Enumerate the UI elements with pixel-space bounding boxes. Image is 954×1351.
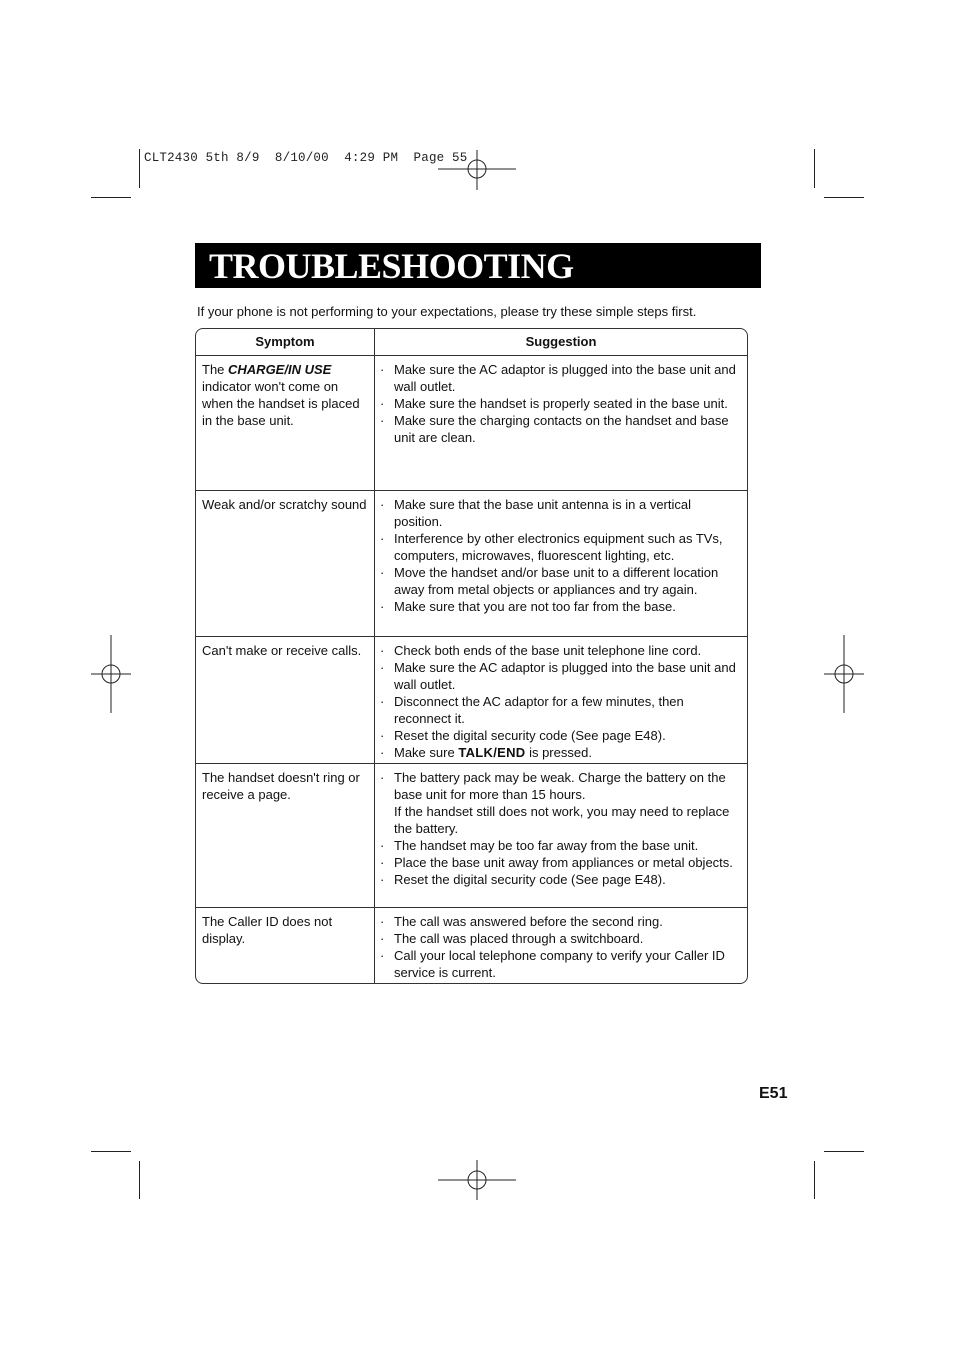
suggestion-item: · Make sure the handset is properly seated in the base unit.: [380, 395, 741, 412]
suggestion-item: · Make sure that you are not too far from the base.: [380, 598, 741, 615]
symptom-text: The Caller ID does not display.: [202, 914, 333, 946]
suggestion-item: · The handset may be too far away from the base unit.: [380, 837, 741, 854]
page-number: E51: [759, 1085, 788, 1102]
column-header-symptom: Symptom: [196, 329, 375, 355]
talk-end-key-label: TALK/END: [458, 745, 526, 760]
suggestion-cell: [375, 908, 747, 983]
crop-mark: [139, 149, 140, 188]
table-row: [196, 490, 747, 636]
symptom-text: The handset doesn't ring or receive a page.: [202, 770, 360, 802]
suggestion-text: The battery pack may be weak. Charge the battery on the base unit for more than 15 hours.: [394, 770, 726, 802]
suggestion-suffix: is pressed.: [525, 745, 592, 760]
intro-text: If your phone is not performing to your expectations, please try these simple steps first.: [197, 304, 697, 319]
suggestion-item: · Make sure that the base unit antenna is in a vertical position.: [380, 496, 741, 530]
symptom-text: Weak and/or scratchy sound: [202, 497, 367, 512]
table-row: [196, 907, 747, 983]
crop-mark: [824, 197, 864, 198]
crop-mark: [814, 149, 815, 188]
title-bar: [195, 243, 761, 288]
suggestion-text: If the handset still does not work, you may need to replace the battery.: [394, 804, 730, 836]
suggestion-item: · Interference by other electronics equipment such as TVs, computers, microwaves, fluorescent lighting, etc.: [380, 530, 741, 564]
suggestion-item: · The call was answered before the second ring.: [380, 913, 741, 930]
suggestion-cell: [375, 637, 747, 763]
charge-in-use-label: CHARGE/IN USE: [228, 362, 332, 377]
crop-mark: [91, 1151, 131, 1152]
symptom-cell: [196, 908, 375, 983]
suggestion-item: · The call was placed through a switchboard.: [380, 930, 741, 947]
suggestion-item: · Disconnect the AC adaptor for a few minutes, then reconnect it.: [380, 693, 741, 727]
suggestion-item: [380, 744, 741, 761]
suggestion-prefix: Make sure: [394, 745, 459, 760]
table-row: [196, 763, 747, 907]
symptom-text: indicator won't come on when the handset is placed in the base unit.: [202, 379, 360, 428]
registration-mark-icon: [438, 150, 516, 190]
crop-mark: [814, 1161, 815, 1199]
symptom-cell: [196, 764, 375, 907]
suggestion-cell: [375, 356, 747, 490]
symptom-cell: [196, 356, 375, 490]
suggestion-item: [380, 769, 741, 837]
suggestion-item: · Move the handset and/or base unit to a different location away from metal objects or appliances and try again.: [380, 564, 741, 598]
suggestion-item: · Reset the digital security code (See page E48).: [380, 727, 741, 744]
registration-mark-icon: [438, 1160, 516, 1200]
suggestion-cell: [375, 491, 747, 636]
symptom-text: Can't make or receive calls.: [202, 643, 362, 658]
suggestion-item: · Reset the digital security code (See page E48).: [380, 871, 741, 888]
suggestion-item: · Place the base unit away from appliances or metal objects.: [380, 854, 741, 871]
page-title: TROUBLESHOOTING: [209, 246, 574, 286]
symptom-cell: [196, 637, 375, 763]
crop-mark: [139, 1161, 140, 1199]
suggestion-item: · Check both ends of the base unit telephone line cord.: [380, 642, 741, 659]
symptom-cell: [196, 491, 375, 636]
table-row: [196, 355, 747, 490]
suggestion-item: · Make sure the AC adaptor is plugged into the base unit and wall outlet.: [380, 659, 741, 693]
symptom-prefix: The: [202, 362, 229, 377]
table-header-row: [196, 329, 747, 355]
suggestion-item: · Make sure the charging contacts on the handset and base unit are clean.: [380, 412, 741, 446]
column-header-suggestion: Suggestion: [525, 334, 597, 349]
registration-mark-icon: [91, 635, 131, 713]
crop-mark: [824, 1151, 864, 1152]
suggestion-item: · Make sure the AC adaptor is plugged into the base unit and wall outlet.: [380, 361, 741, 395]
table-row: [196, 636, 747, 763]
registration-mark-icon: [824, 635, 864, 713]
crop-mark: [91, 197, 131, 198]
suggestion-cell: [375, 764, 747, 907]
suggestion-item: · Call your local telephone company to verify your Caller ID service is current.: [380, 947, 741, 981]
troubleshooting-table: [195, 328, 748, 984]
print-slug: CLT2430 5th 8/9 8/10/00 4:29 PM Page 55: [144, 151, 468, 165]
